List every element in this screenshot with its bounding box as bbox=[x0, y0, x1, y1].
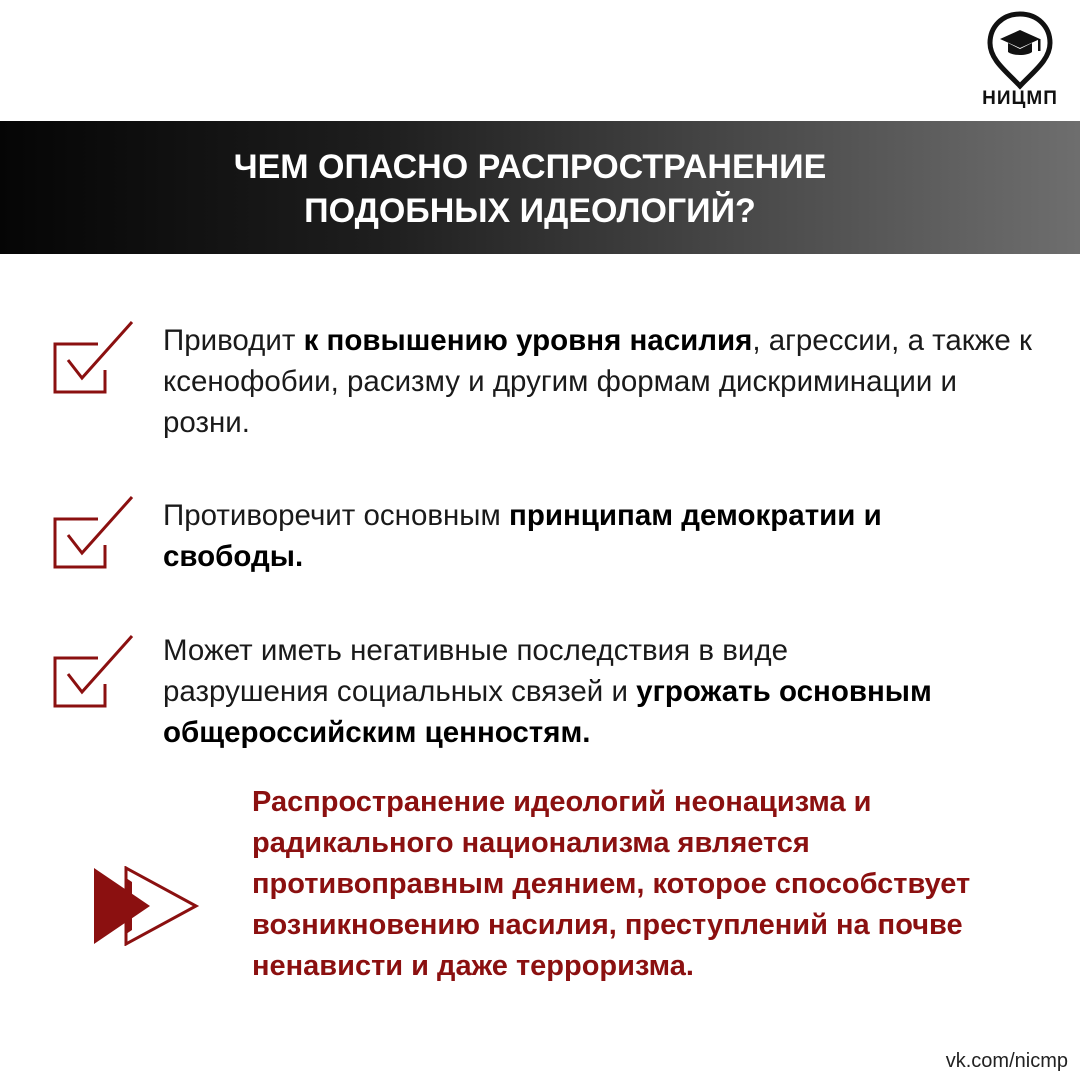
list-item-text-bold: принципам демократии и свободы. bbox=[163, 499, 882, 573]
list-item-text-regular: Приводит bbox=[163, 324, 304, 357]
title-banner bbox=[0, 121, 1080, 254]
logo-text: НИЦМП bbox=[982, 88, 1058, 109]
list-item-text-regular: Может иметь негативные последствия в виде разрушения социальных связей и bbox=[163, 634, 788, 708]
checkbox-icon bbox=[50, 634, 136, 710]
conclusion-text: Распространение идеологий неонацизма и радикального национализма является противоправным деянием, которое способствует возникновению насилия, преступлений на почве ненависти и даже терроризма. bbox=[252, 786, 971, 982]
list-item-text-bold: к повышению уровня насилия bbox=[303, 324, 753, 357]
list-item-text-regular: Противоречит основным bbox=[163, 499, 509, 532]
checkbox-icon bbox=[50, 320, 136, 396]
list-item-text-bold: угрожать основным общероссийским ценностям. bbox=[163, 675, 932, 749]
footer-link[interactable]: vk.com/nicmp bbox=[945, 1050, 1068, 1072]
page-title bbox=[0, 145, 1060, 233]
double-arrow-icon bbox=[92, 866, 200, 946]
page-title-line-1: ЧЕМ ОПАСНО РАСПРОСТРАНЕНИЕ bbox=[233, 148, 827, 186]
checkbox-icon bbox=[50, 495, 136, 571]
logo bbox=[975, 10, 1065, 110]
list-item-text bbox=[163, 630, 953, 753]
graduation-cap-pin-icon bbox=[985, 10, 1055, 90]
list-item-text bbox=[163, 495, 983, 577]
list-item-text bbox=[163, 320, 1043, 443]
list-item-text-regular: , агрессии, а также к ксенофобии, расизму и другим формам дискриминации и розни. bbox=[163, 324, 1032, 439]
page-title-line-2: ПОДОБНЫХ ИДЕОЛОГИЙ? bbox=[304, 192, 756, 230]
